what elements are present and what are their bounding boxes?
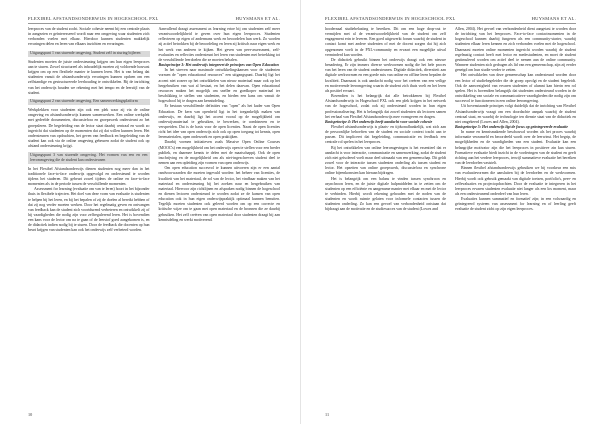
paragraph: In het streven naar maximale ontwikkelingskansen voor de studenten vormen de "open educational resources" een uitgangspunt. Daarbij ligt het accent niet zozeer op het ontwikkelen van nieuw materiaal maar ook op het hergebruiken van wat al bestaat, en het delen daarvan. Open educational resources maken het mogelijk om sneller en goedkoper materiaal ter beschikking te stellen van studenten, en bieden een kans om vanuit de hogeschool bij te dragen aan kennisdeling.: [158, 68, 280, 104]
highlight-box: Uitgangspunt 3 van sturende omgeving. Het vormen van een en een leerommgeving die de student kan ondersteunen: [30, 152, 148, 162]
column: [455, 27, 576, 403]
paragraph: Flexibel afstandsonderwijs is plaats- en tijdsonafhankelijk, wat zich aan de persoonlijke behoeften van de student en sociale context tracht aan te passen. Dit impliceert dat begeleiding, communicatie en feedback een centrale rol spelen in het leerproces.: [325, 124, 446, 145]
section-heading: Basisprincipe 4: Het onderwijs heeft aandacht voor sociale cohesie: [325, 119, 433, 124]
running-title: FLEXIBEL AFSTANDSONDERWIJS IN HOGESCHOOL PXL: [28, 16, 159, 21]
paragraph: Het is belangrijk om een balans te vinden tussen synchroon en asynchroon leren, en de juiste digitale hulpmiddelen in te zetten om de studenten op een efficiënte en aangename manier met elkaar en met de lector te verbinden. Hierbij wordt rekening gehouden met de noden van de studenten en wordt ruimte gelaten voor informele contacten tussen de studenten onderling. Zo kan een gevoel van verbondenheid ontstaan dat bijdraagt aan de motivatie en de studiesucces van de student (Lowes and: [325, 176, 446, 212]
paragraph: Er bestaan verschillende definities van "open" als het kader van Open Education. De kern van openheid ligt in het toegankelijk maken van onderwijs, en daarbij ligt het accent vooral op de mogelijkheid om onderwijsmateriaal te gebruiken, te bewerken, te combineren en te verspreiden. Dat is de basis voor de open licenties. Naast de open licenties richt het idee van open onderwijs zich ook op open toegang tot kennis, open leermaterialen, open onderzoek en open praktijken.: [158, 104, 280, 140]
paragraph: Uit bovenstaande principes volgt duidelijk dat de inrichting van Flexibel Afstandsonderwijs vraagt om een doordachte aanpak waarbij de student centraal staat, en waarbij de technologie ten dienste staat van de didactiek en niet omgekeerd (Lowes and Allen, 2004).: [455, 104, 576, 124]
page-header: [325, 16, 576, 24]
paragraph: Allen, 2004). Het gevoel van verbondenheid dient aangetast te worden door de inrichting van het leerproces. Face-to-face contactmomenten in de hogeschool kunnen daarbij fungeren als een community-starter, waarbij studenten elkaar leren kennen en zich verbonden voelen met de hogeschool. Daarnaast moeten online momenten ingericht worden waarbij de student regelmatig contact heeft met lector en medestudenten, en moet de student gestimuleerd worden om actief deel te nemen aan de online community. Wanneer studenten zich gedragen als lid van een gemeenschap, zijn zij eerder geneigd om hun studie verder te zetten.: [455, 27, 576, 73]
column: [28, 27, 150, 403]
page-header: [28, 16, 280, 24]
highlight-box: Uitgangspunt 1 van sturende omgeving. Student zelf in sturing bijleren: [28, 51, 150, 57]
paragraph: In nume en kennismakende beschouwd worden als het proces waarbij informatie verzameld en beoordeeld wordt over de leerwinst. Het begrip, de mogelijkheden en de vaardigheden van een student. Evaluatie kan een belangrijke motivator zijn die het leerproces in positieve zin kan sturen. Formatieve evaluatie biedt inzicht in de vorderingen van de student en geeft richting aan het verdere leerproces, terwijl summatieve evaluatie het bereiken van de leerdoelen vaststelt.: [455, 130, 576, 166]
paragraph: Aanvullend draagt assessment as learning ertoe bij om studenten zelf meer verantwoordelijkheid te geven over hun eigen leerproces. Studenten reflecteren op eigen of andermans werk en beoordelen hun werk. Zo worden zij actief betrokken bij de beoordeling en leren zij kritisch naar eigen werk en het werk van anderen te kijken. Het geven van peer-assessment, zelf-evaluaties en reflecties ondersteunt het leren van studenten met betrekking tot de verschillende leerdoelen die ze moeten behalen.: [158, 27, 280, 62]
text-columns: [28, 27, 280, 403]
paragraph: Evaluaties kunnen summatief en formatief zijn; in een volwaardig en geïntegreerd systeem van assessment for learning en of leerling geeft evaluatie de student zicht op zijn eigen leerproces.: [455, 197, 576, 212]
paragraph: Bovendien is het belangrijk dat alle betrokkenen bij Flexibel Afstandsonderwijs in Hogeschool PXL ook een plek krijgen in het netwerk van de hogeschool, zodat ook zij ondersteund worden in hun eigen professionalisering. Het is belangrijk dat zowel studenten als lectoren samen het verhaal van Flexibel Afstandsonderwijs mee vormgeven en dragen.: [325, 94, 446, 119]
right-page: [300, 0, 600, 424]
section-heading: Basisprincipe 5: Het onderwijs ligt de focus op geïntegreerde evaluatie: [455, 124, 568, 129]
highlight-box: Uitgangspunt 2 van sturende omgeving. Een samenwerkingsplatform: [28, 99, 150, 105]
paragraph: Daarbij vormen initiatieven zoals Massive Open Online Courses (MOOC's) een mogelijkheid om het onderwijs open te stellen voor een breder publiek, en daarmee kennis te delen met de maatschappij. Ook de open inschrijving en de mogelijkheid om als niet-ingeschreven student deel te nemen aan een opleiding zijn vormen van open onderwijs.: [158, 140, 280, 166]
paragraph: Werkplekken voor studenten zijn ook een plek waar zij via de online omgeving en afstandsonderwijs kunnen samenwerken. Een online werkplek met gedeelde documenten, discussiefora en groepswerk ondersteunt zo het groepsleren. De begeleiding van de lector staat daarbij centraal en wordt zo ingericht dat studenten op de momenten dat zij dat willen kunnen leren. Het ondersteunen van opdrachten, het geven van feedback en begeleiding van de student kan ook via de online omgeving gebeuren zodat de student ook op afstand ondersteuning krijgt.: [28, 108, 150, 149]
paragraph: In het Flexibel Afstandsonderwijs dienen studenten nog meer dan in het traditionele face-to-face onderwijs opgevolgd en ondersteund te worden tijdens het studeren. Dit gebeurt zowel tijdens de online en face-to-face momenten als in de periode tussen de verschillende momenten.: [28, 166, 150, 187]
running-title: FLEXIBEL AFSTANDSONDERWIJS IN HOGESCHOOL PXL: [325, 16, 456, 21]
paragraph: De didactiek gebruikt binnen het onderwijs draagt ook een nieuwe benadering. Er zijn immers diverse werkvormen nodig die het hele proces van het leren van de student ondersteunen. Digitale didactiek, diversiteit aan digitale werkvormen en een goede mix van online en offline leren bepalen de kwaliteit. Daarnaast is ook aandacht nodig voor het creëren van een veilige en motiverende leeromgeving waarin de student zich thuis voelt en het leren als positief ervaart.: [325, 57, 446, 93]
paragraph: Bij het ontwikkelen van online leeromgevingen is het essentieel dat er aandacht is voor interactie, communicatie en samenwerking, zodat de student zich niet geïsoleerd voelt maar deel uitmaakt van een gemeenschap. Dit geldt zowel voor de interactie tussen studenten onderling als tussen student en lector. Het opzetten van online groepswerk, discussiefora en synchrone online bijeenkomsten kan hieraan bijdragen.: [325, 145, 446, 176]
page-number: 10: [28, 412, 33, 417]
paragraph: leerproces van de student zocht. Sociale cohesie neemt bij een centrale plaats in aangezien er geïnteresseerd wordt naar een omgeving waar studenten zich verbonden voelen met elkaar. Hierdoor kunnen studenten makkelijk ervaringen delen en leren van elkaars inzichten en ervaringen.: [28, 27, 150, 47]
paragraph: Studenten moeten de juiste ondersteuning krijgen om hun eigen leerproces aan te sturen. Zowel structureel als inhoudelijk moeten zij voldoende houvast krijgen om op een flexibele manier te kunnen leren. Het is van belang dat studenten vanuit de afstandsonderwijs ervaringen kunnen opdoen om een zelfstandige en gestructureerde leerhouding te ontwikkelen. Bij de inrichting van het onderwijs houden we rekening met het tempo en de leerstijl van de student.: [28, 59, 150, 95]
column: [159, 27, 281, 403]
paragraph: Het ontwikkelen van deze gemeenschap kan ondersteund worden door een lector of studiebegeleider die de groep opvolgt en de student begeleidt. Ook de aanwezigheid van ervaren studenten of alumni kan hierin een rol spelen. Het is bovendien belangrijk dat studenten ondersteund worden in de ontwikkeling van sociale en communicatieve vaardigheden die nodig zijn om succesvol te functioneren in een online leeromgeving.: [455, 73, 576, 104]
section-heading: Basisprincipe 3: Het onderwijs integreert de principes van Open Education: [158, 63, 279, 68]
page-number: 11: [325, 412, 330, 417]
running-authors: HUYSMANS ET AL.: [235, 16, 280, 21]
paragraph: Om open education succesvol te kunnen uitvoeren zijn er een aantal randvoorwaarden die moeten ingevuld worden: het beheer van licenties, de kwaliteit van het materiaal, de rol van de lector, het vindbaar maken van het materiaal en ondersteuning bij het zoeken naar en hergebruiken van materiaal. Hiervoor zijn richtlijnen en afspraken nodig binnen de hogeschool en dienen lectoren ondersteund te worden zodat ze de kansen van open education ook in hun eigen onderwijspraktijk optimaal kunnen benutten. Tegelijk moeten studenten ook geleerd worden om op een correcte en kritische wijze om te gaan met open materiaal en de bronnen die ze daarbij gebruiken. Het zelf creëren van open materiaal door studenten draagt bij aan kennisdeling en werkt motiverend.: [158, 166, 280, 222]
paragraph: Binnen flexibel afstandsonderwijs gebruiken we bij voorkeur een mix van evaluatievormen die aansluiten bij de leerdoelen en de werkvormen. Hierbij wordt ook gebruik gemaakt van digitale toetsen, portfolio's, peer- en zelfevaluaties en projectopdrachten. Door de evaluatie te integreren in het leerproces ervaren studenten evaluatie niet langer als een los moment, maar als een ondersteunend onderdeel van hun leren.: [455, 166, 576, 196]
running-authors: HUYSMANS ET AL.: [531, 16, 576, 21]
column: [325, 27, 446, 403]
paragraph: Assessment for learning (evaluatie om van te leren) hoort in het bijzonder thuis in flexibele trajecten. Het doel van deze vorm van evaluatie is studenten te helpen bij het leren, en bij het bepalen of zij de doelen al bereikt hebben of dat zij nog verder moeten werken. Door het regelmatig geven en ontvangen van feedback kan de student zich voortdurend verbeteren en ontwikkelt zij of hij vaardigheden die nodig zijn voor zelfregulerend leren. Het is bovendien een kans voor de lector om na te gaan of de leerstof goed aangekomen is, en de didactiek indien nodig bij te sturen. Door de feedback die docenten op hun beurt krijgen van studenten kan ook het onderwijs zelf verbeterd worden.: [28, 187, 150, 233]
text-columns: [325, 27, 576, 403]
paragraph: hoodernaal studiebelasting te bereiken. Dit om een hoge drop-out te vermijden met al de verantwoordelijkheid van de student om zelf engagement erin te leveren. Een goed uitgewerkt forum waarbij de student in contact komt met andere studenten of met de docent zorgen dat hij zich opgenomen voelt in de PXL-community en ervaart een mogelijke uitval verminderd kan worden.: [325, 27, 446, 57]
